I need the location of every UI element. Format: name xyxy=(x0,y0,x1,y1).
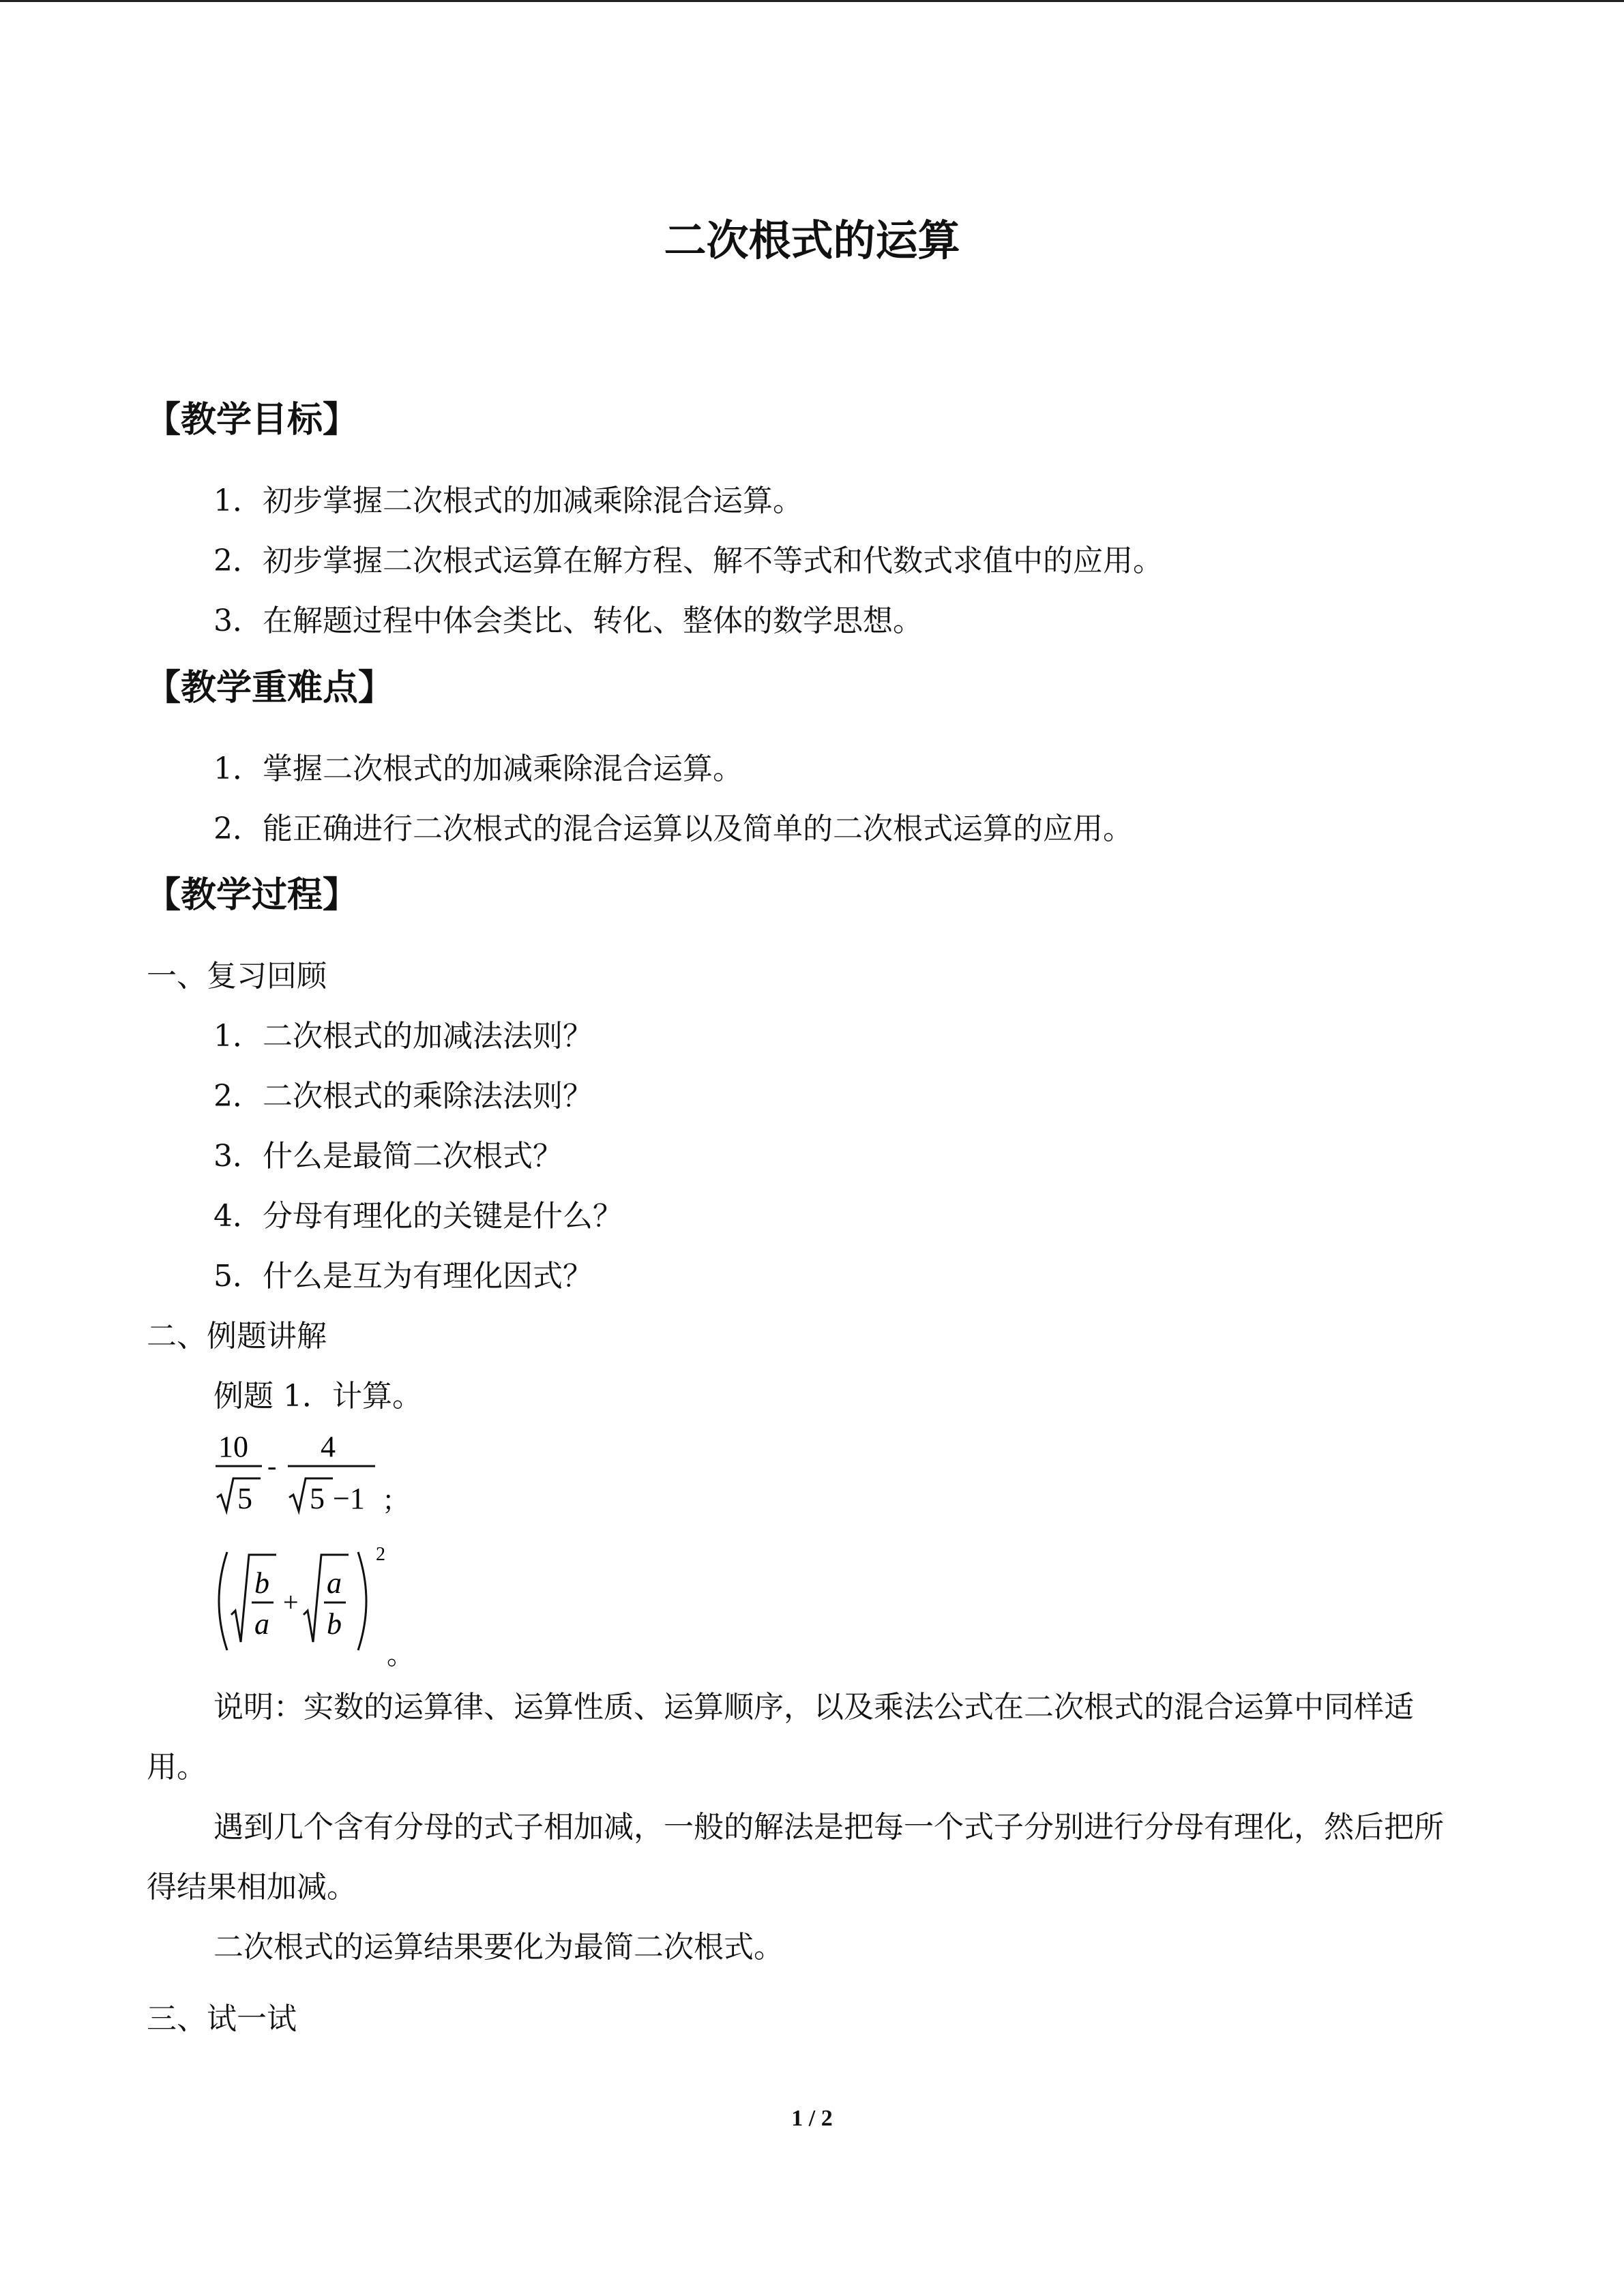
page-number: 1 / 2 xyxy=(791,2106,833,2131)
review-item-1: 1．二次根式的加减法法则？ xyxy=(213,1019,593,1054)
formula-2 xyxy=(208,1540,426,1669)
section-heading-key-points: 【教学重难点】 xyxy=(145,668,394,709)
explanation-paragraph-1: 说明：实数的运算律、运算性质、运算顺序，以及乘法公式在二次根式的混合运算中同样适用。 xyxy=(147,1690,1414,1785)
fraction-a-top: a xyxy=(327,1566,342,1600)
radical-sign-4 xyxy=(304,1555,349,1642)
examples-heading: 二、例题讲解 xyxy=(147,1319,327,1354)
objective-item-1: 1．初步掌握二次根式的加减乘除混合运算。 xyxy=(213,483,803,518)
formula-1 xyxy=(211,1424,416,1526)
fraction-a-bottom: a xyxy=(254,1607,269,1641)
period: 。 xyxy=(387,1639,414,1669)
semicolon: ； xyxy=(382,1485,409,1517)
section-heading-objectives: 【教学目标】 xyxy=(145,400,359,441)
review-item-5: 5．什么是互为有理化因式？ xyxy=(213,1259,593,1294)
fraction-b-bottom: b xyxy=(327,1607,342,1641)
formula-1-numerator-1: 10 xyxy=(218,1430,248,1463)
formula-1-denominator-1: 5 xyxy=(237,1482,252,1515)
page-title: 二次根式的运算 xyxy=(664,215,960,265)
review-heading: 一、复习回顾 xyxy=(147,959,327,994)
plus-sign: + xyxy=(283,1587,299,1617)
explanation-paragraph-2: 遇到几个含有分母的式子相加减，一般的解法是把每一个式子分别进行分母有理化，然后把所得结果相加减。 xyxy=(147,1810,1444,1905)
formula-1-radicand-2: 5 xyxy=(310,1482,325,1515)
try-it-heading: 三、试一试 xyxy=(147,2001,297,2036)
formula-1-denominator-rest: −1 xyxy=(333,1482,365,1515)
review-item-4: 4．分母有理化的关键是什么？ xyxy=(213,1199,623,1234)
example-1-label: 例题 1．计算。 xyxy=(213,1379,422,1414)
objective-item-2: 2．初步掌握二次根式运算在解方程、解不等式和代数式求值中的应用。 xyxy=(213,543,1163,578)
objective-item-3: 3．在解题过程中体会类比、转化、整体的数学思想。 xyxy=(213,603,923,638)
exponent: 2 xyxy=(376,1544,385,1565)
formula-1-numerator-2: 4 xyxy=(321,1430,336,1463)
explanation-paragraph-3: 二次根式的运算结果要化为最简二次根式。 xyxy=(213,1930,784,1965)
left-paren xyxy=(219,1552,227,1650)
review-item-2: 2．二次根式的乘除法法则？ xyxy=(213,1079,593,1114)
key-point-item-1: 1．掌握二次根式的加减乘除混合运算。 xyxy=(213,751,743,786)
key-point-item-2: 2．能正确进行二次根式的混合运算以及简单的二次根式运算的应用。 xyxy=(213,811,1133,846)
right-paren xyxy=(358,1552,366,1650)
radical-sign-3 xyxy=(231,1555,276,1642)
minus-sign: - xyxy=(267,1450,277,1481)
section-heading-process: 【教学过程】 xyxy=(145,875,359,916)
fraction-b-top: b xyxy=(254,1566,269,1600)
review-item-3: 3．什么是最简二次根式？ xyxy=(213,1139,563,1174)
